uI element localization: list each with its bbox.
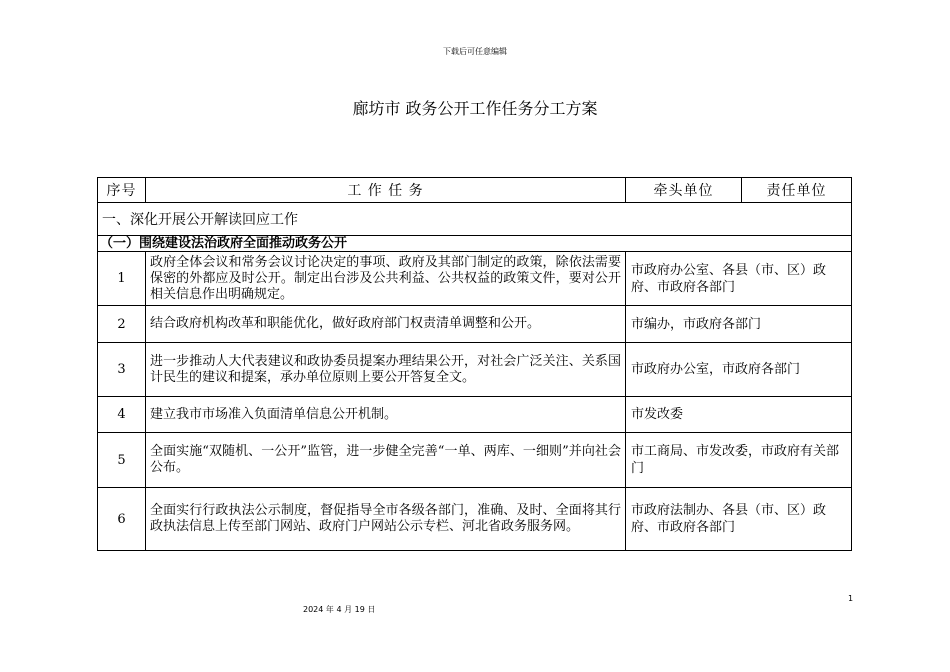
header-no: 序号 xyxy=(98,178,146,203)
row-number: 2 xyxy=(98,306,146,343)
section-heading: 一、深化开展公开解读回应工作 xyxy=(98,203,852,236)
subsection-heading: （一）围绕建设法治政府全面推动政务公开 xyxy=(98,236,852,252)
page-number: 1 xyxy=(848,594,854,603)
row-units: 市政府办公室、各县（市、区）政府、市政府各部门 xyxy=(626,252,852,306)
table-row xyxy=(98,397,852,433)
row-task: 进一步推动人大代表建议和政协委员提案办理结果公开，对社会广泛关注、关系国计民生的建议和提案，承办单位原则上要公开答复全文。 xyxy=(146,343,626,397)
row-task: 结合政府机构改革和职能优化，做好政府部门权责清单调整和公开。 xyxy=(146,306,626,343)
table-row xyxy=(98,433,852,488)
row-task: 政府全体会议和常务会议讨论决定的事项、政府及其部门制定的政策，除依法需要保密的外都应及时公开。制定出台涉及公共利益、公共权益的政策文件，要对公开相关信息作出明确规定。 xyxy=(146,252,626,306)
row-task: 建立我市市场准入负面清单信息公开机制。 xyxy=(146,397,626,433)
row-number: 4 xyxy=(98,397,146,433)
row-task: 全面实行行政执法公示制度，督促指导全市各级各部门，准确、及时、全面将其行政执法信息上传至部门网站、政府门户网站公示专栏、河北省政务服务网。 xyxy=(146,488,626,551)
header-responsible-unit: 责任单位 xyxy=(742,178,852,203)
header-note: 下载后可任意编辑 xyxy=(443,47,507,56)
table-header-row xyxy=(98,178,852,203)
header-lead-unit: 牵头单位 xyxy=(626,178,742,203)
row-number: 1 xyxy=(98,252,146,306)
row-number: 5 xyxy=(98,433,146,488)
row-units: 市编办，市政府各部门 xyxy=(626,306,852,343)
row-units: 市政府法制办、各县（市、区）政府、市政府各部门 xyxy=(626,488,852,551)
row-units: 市政府办公室，市政府各部门 xyxy=(626,343,852,397)
row-number: 6 xyxy=(98,488,146,551)
header-task: 工 作 任 务 xyxy=(146,178,626,203)
row-number: 3 xyxy=(98,343,146,397)
row-units: 市发改委 xyxy=(626,397,852,433)
footer-date: 2024 年 4 月 19 日 xyxy=(303,605,376,614)
row-units: 市工商局、市发改委，市政府有关部门 xyxy=(626,433,852,488)
section-row xyxy=(98,203,852,236)
table-row xyxy=(98,488,852,551)
task-table xyxy=(97,177,852,551)
table-row xyxy=(98,306,852,343)
document-title: 廊坊市 政务公开工作任务分工方案 xyxy=(352,99,598,118)
subsection-row xyxy=(98,236,852,252)
table-row xyxy=(98,252,852,306)
row-task: 全面实施“双随机、一公开”监管，进一步健全完善“一单、两库、一细则”并向社会公布。 xyxy=(146,433,626,488)
table-row xyxy=(98,343,852,397)
